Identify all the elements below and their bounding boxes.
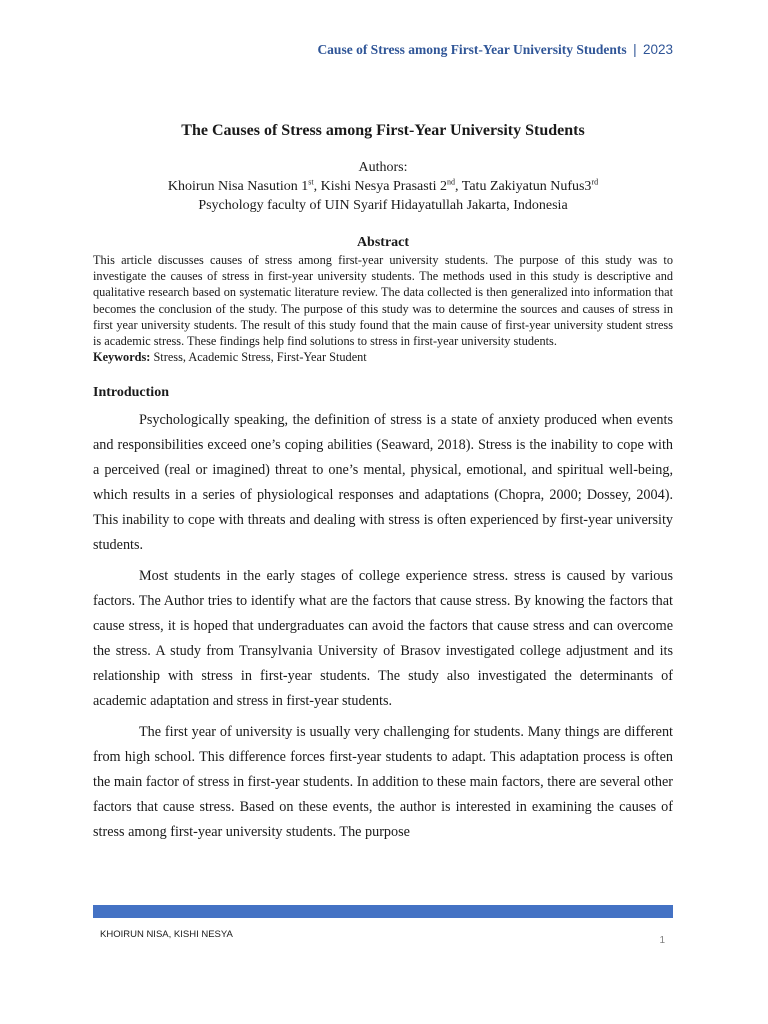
footer-bar — [93, 905, 673, 918]
author-name: Kishi Nesya Prasasti 2nd — [320, 177, 456, 194]
author-name: Tatu Zakiyatun Nufus3rd — [461, 177, 599, 194]
introduction-heading: Introduction — [93, 385, 169, 401]
running-header-separator: | — [633, 42, 637, 57]
footer-authors: KHOIRUN NISA, KISHI NESYA — [100, 929, 233, 940]
author-affiliation: Psychology faculty of UIN Syarif Hidayatullah Jakarta, Indonesia — [198, 198, 568, 213]
abstract-text: This article discusses causes of stress among first-year university students. The purpose of this study was to investigate the causes of stress in first-year university students. The methods used in this study is descriptive and qualitative research based on systematic literature review. The data collected is then generalized into information that becomes the conclusion of the study. The purpose of this study was to determine the sources and causes of stress in first year university students. The result of this study found that the main cause of first-year university student stress is academic stress. These findings help find solutions to stress in first-year university students. — [93, 253, 673, 349]
keywords-line — [93, 349, 673, 365]
body-paragraph: The first year of university is usually very challenging for students. Many things are different from high school. This difference forces first-year students to adapt. This adaptation process is often the main factor of stress in first-year students. In addition to these main factors, there are several other factors that cause stress. Based on these events, the author is interested in examining the causes of stress among first-year university students. The purpose — [93, 724, 673, 841]
author-name: Khoirun Nisa Nasution 1st — [167, 177, 314, 194]
abstract-heading: Abstract — [356, 235, 410, 250]
page-content — [93, 120, 673, 845]
body-paragraph: Most students in the early stages of college experience stress. stress is caused by various factors. The Author tries to identify what are the factors that cause stress. By knowing the factors that cause stress, it is hoped that undergraduates can avoid the factors that cause stress and can overcome the stress. A study from Transylvania University of Brasov investigated college adjustment and its relationship with stress in first-year students. The study also investigated the determinants of academic adaptation and stress in first-year students. — [93, 568, 673, 710]
running-header — [317, 42, 673, 58]
author-list: Khoirun Nisa Nasution 1st, Kishi Nesya Prasasti 2nd, Tatu Zakiyatun Nufus3rd — [167, 177, 599, 194]
keywords-value: Stress, Academic Stress, First-Year Student — [153, 350, 367, 365]
body-paragraph: Psychologically speaking, the definition of stress is a state of anxiety produced when events and responsibilities exceed one’s coping abilities (Seaward, 2018). Stress is the inability to cope with a perceived (real or imagined) threat to one’s mental, physical, emotional, and spiritual well-being, which results in a series of physiological responses and adaptations (Chopra, 2000; Dossey, 2004). This inability to cope with threats and dealing with stress is often experienced by first-year university students. — [93, 412, 673, 554]
paper-title: The Causes of Stress among First-Year University Students — [181, 122, 585, 139]
keywords-label: Keywords: — [93, 350, 151, 365]
authors-label: Authors: — [358, 160, 408, 175]
running-header-title: Cause of Stress among First-Year University Students — [317, 42, 627, 57]
page-number: 1 — [659, 935, 665, 946]
running-header-year: 2023 — [642, 42, 673, 57]
authors-block — [93, 158, 673, 215]
